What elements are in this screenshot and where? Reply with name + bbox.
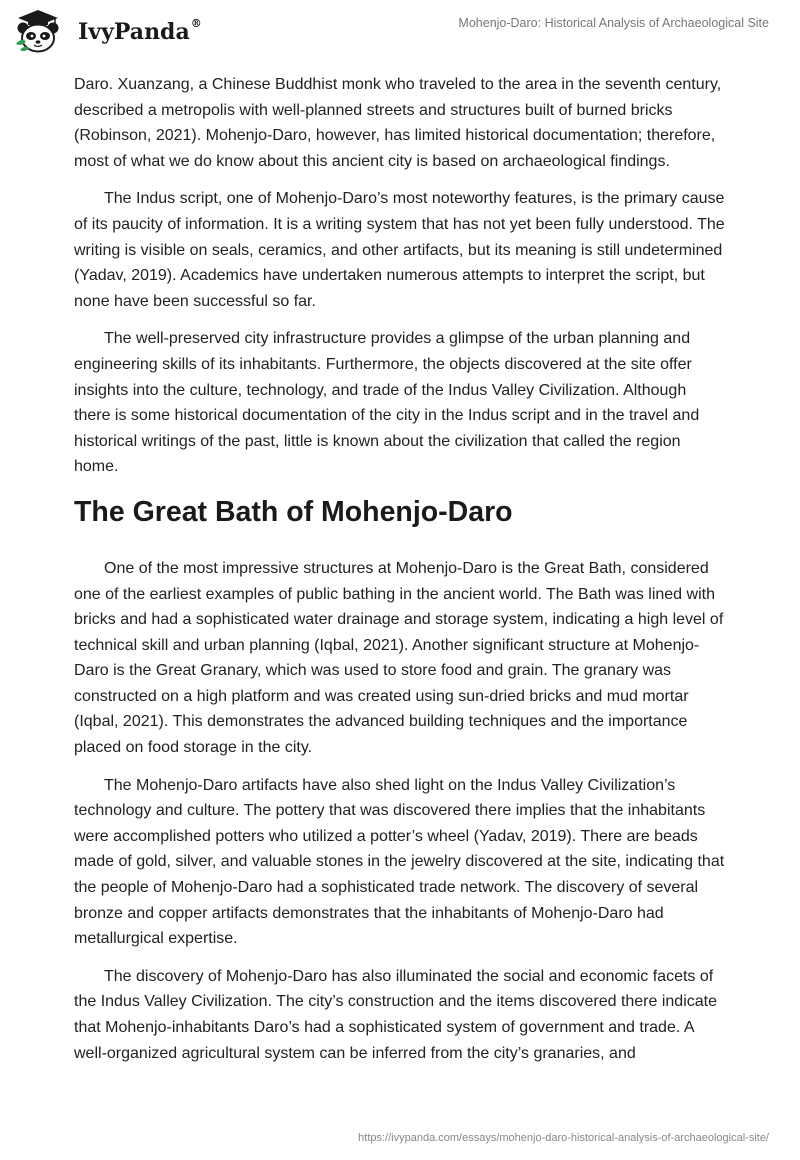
paragraph-2: The Indus script, one of Mohenjo-Daro’s most noteworthy features, is the primary cause of its paucity of information. It is a writing system that has not yet been fully understood. The writing is visible on seals, ceramics, and other artifacts, but its meaning is still undetermined (Yadav, 2019). Academics have undertaken numerous attempts to interpret the script, but none have been successful so far. <box>74 190 725 310</box>
paragraph-5: The Mohenjo-Daro artifacts have also shed light on the Indus Valley Civilization’s technology and culture. The pottery that was discovered there implies that the inhabitants were accomplished potters who utilized a potter’s wheel (Yadav, 2019). There are beads made of gold, silver, and valuable stones in the jewelry discovered at the site, indicating that the people of Mohenjo-Daro had a sophisticated trade network. The discovery of several bronze and copper artifacts demonstrates that the inhabitants of Mohenjo-Daro had metallurgical expertise. <box>74 776 725 948</box>
article-body <box>74 72 726 1078</box>
paragraph-6: The discovery of Mohenjo-Daro has also illuminated the social and economic facets of the Indus Valley Civilization. The city’s construction and the items discovered there indicate that Mohenjo-inhabitants Daro’s had a sophisticated system of government and trade. A well-organized agricultural system can be inferred from the city’s granaries, and <box>74 967 717 1062</box>
paragraph-3: The well-preserved city infrastructure provides a glimpse of the urban planning and engineering skills of its inhabitants. Furthermore, the objects discovered at the site offer insights into the culture, technology, and trade of the Indus Valley Civilization. Although there is some historical documentation of the city in the Indus script and in the travel and historical writings of the past, little is known about the civilization that called the region home. <box>74 330 700 476</box>
paragraph-1: Daro. Xuanzang, a Chinese Buddhist monk who traveled to the area in the seventh century, described a metropolis with well-planned streets and structures built of burned bricks (Robinson, 2021). Mohenjo-Daro, however, has limited historical documentation; therefore, most of what we do know about this ancient city is based on archaeological findings. <box>74 76 722 170</box>
brand-name: IvyPanda® <box>78 17 202 45</box>
page-header <box>0 0 800 60</box>
ivypanda-logo[interactable] <box>14 8 214 56</box>
section-heading: The Great Bath of Mohenjo-Daro <box>74 495 513 528</box>
document-title: Mohenjo-Daro: Historical Analysis of Archaeological Site <box>458 16 769 30</box>
panda-mascot-icon <box>14 8 62 54</box>
paragraph-4: One of the most impressive structures at Mohenjo-Daro is the Great Bath, considered one of the earliest examples of public bathing in the ancient world. The Bath was lined with bricks and had a sophisticated water drainage and storage system, indicating a high level of technical skill and urban planning (Iqbal, 2021). Another significant structure at Mohenjo-Daro is the Great Granary, which was used to store food and grain. The granary was constructed on a high platform and was created using sun-dried bricks and mud mortar (Iqbal, 2021). This demonstrates the advanced building techniques and the importance placed on food storage in the city. <box>74 559 724 757</box>
source-url[interactable]: https://ivypanda.com/essays/mohenjo-daro-historical-analysis-of-archaeological-site/ <box>358 1132 769 1144</box>
registered-mark: ® <box>190 17 202 30</box>
